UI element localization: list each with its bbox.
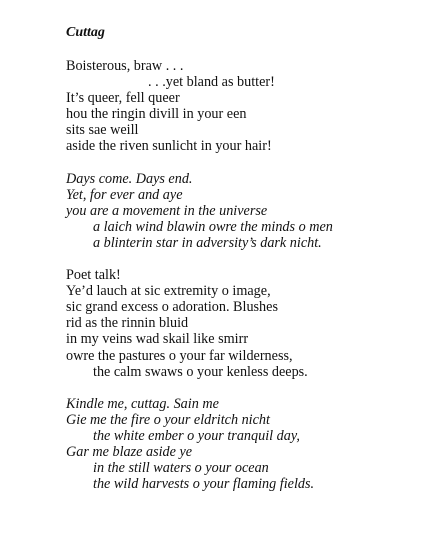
poem-line: Days come. Days end. [66,170,193,187]
poem-line: sic grand excess o adoration. Blushes [66,299,278,316]
poem-line: rid as the rinnin bluid [66,315,189,332]
poem-line: the white ember o your tranquil day, [93,427,300,444]
poem-line: in the still waters o your ocean [93,460,269,477]
poem-line: in my veins wad skail like smirr [66,331,249,348]
poem-line: Yet, for ever and aye [66,186,183,203]
poem-line: Ye’d lauch at sic extremity o image, [66,283,271,300]
poem-line: It’s queer, fell queer [66,90,180,107]
poem-line: Boisterous, braw . . . [66,58,184,74]
poem-line: Kindle me, cuttag. Sain me [66,395,219,412]
poem-page [66,24,416,508]
stanza-1 [66,58,416,155]
stanza-3 [66,267,416,380]
poem-line: aside the riven sunlicht in your hair! [66,138,272,155]
poem-line: the wild harvests o your flaming fields. [93,476,315,493]
poem-line: you are a movement in the universe [66,202,268,219]
poem-line: hou the ringin divill in your een [66,106,247,123]
poem-line: . . .yet bland as butter! [148,74,275,91]
stanza-2 [66,171,416,251]
poem-line: Poet talk! [66,267,121,284]
stanza-4 [66,396,416,493]
poem-title: Cuttag [66,25,105,40]
poem-line: owre the pastures o your far wilderness, [66,347,293,364]
poem-line: a laich wind blawin owre the minds o men [93,218,333,235]
poem-line: Gar me blaze aside ye [66,443,193,460]
poem-line: Gie me the fire o your eldritch nicht [66,411,270,428]
poem-line: the calm swaws o your kenless deeps. [93,363,308,380]
poem-line: a blinterin star in adversity’s dark nicht. [93,234,322,251]
poem-line: sits sae weill [66,122,139,139]
